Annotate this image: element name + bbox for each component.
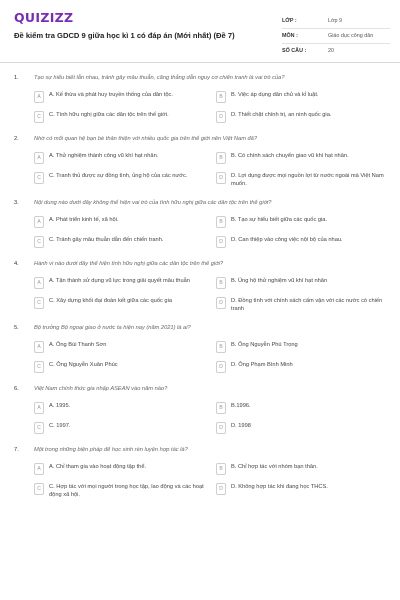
meta-value: Lớp 9 <box>328 18 343 24</box>
answer-option-c[interactable] <box>34 421 208 435</box>
option-letter-badge: D <box>216 422 226 434</box>
option-letter-badge: D <box>216 361 226 373</box>
option-letter-badge: B <box>216 463 226 475</box>
answer-option-a[interactable] <box>34 276 208 290</box>
question-text: Nhờ có mối quan hệ bạn bè thân thiện với nhiều quốc gia trên thế giới nên Việt Nam đã? <box>34 136 258 142</box>
document-title: Đề kiểm tra GDCD 9 giữa học kì 1 có đáp án (Mới nhất) (Đề 7) <box>14 31 235 40</box>
question-number: 4. <box>14 261 19 268</box>
question-list <box>0 74 400 511</box>
answer-option-b[interactable] <box>216 401 390 415</box>
question-text: Một trong những biện pháp để học sinh rèn luyện hợp tác là? <box>34 447 188 454</box>
question-6 <box>0 385 400 435</box>
option-letter-badge: A <box>34 463 44 475</box>
answer-option-d[interactable] <box>216 110 390 124</box>
answer-option-c[interactable] <box>34 360 208 374</box>
option-letter-badge: A <box>34 91 44 103</box>
option-text: D. Ông Phạm Bình Minh <box>231 362 293 369</box>
option-letter-badge: D <box>216 297 226 309</box>
option-text: D. Không hợp tác khi đang học THCS. <box>231 484 328 491</box>
quizizz-logo: QUIZIZZ <box>14 10 74 25</box>
answer-option-b[interactable] <box>216 462 390 476</box>
meta-row-count <box>282 44 390 58</box>
option-text: C. Tình hữu nghị giữa các dân tộc trên thế giới. <box>49 112 169 118</box>
answer-option-b[interactable] <box>216 90 390 104</box>
answer-options <box>34 215 400 249</box>
option-text: D. Lợi dụng được mọi nguồn lợi từ nước ngoài mà Việt Nam muốn. <box>231 173 384 187</box>
option-letter-badge: A <box>34 216 44 228</box>
question-number: 5. <box>14 325 19 332</box>
option-text: A. 1995. <box>49 403 71 410</box>
option-letter-badge: A <box>34 152 44 164</box>
answer-option-a[interactable] <box>34 340 208 354</box>
question-1 <box>0 74 400 124</box>
answer-options <box>34 340 400 374</box>
option-text: A. Kế thừa và phát huy truyền thống của dân tộc. <box>49 92 173 98</box>
question-number: 7. <box>14 447 19 454</box>
question-header <box>14 446 400 458</box>
answer-option-c[interactable] <box>34 482 208 499</box>
option-letter-badge: D <box>216 172 226 184</box>
answer-option-a[interactable] <box>34 401 208 415</box>
question-3 <box>0 199 400 249</box>
meta-key: SỐ CÂU : <box>282 48 307 54</box>
answer-option-b[interactable] <box>216 151 390 165</box>
option-letter-badge: C <box>34 236 44 248</box>
question-number: 1. <box>14 75 19 81</box>
option-letter-badge: C <box>34 297 44 309</box>
question-text: Việt Nam chính thức gia nhập ASEAN vào năm nào? <box>34 386 168 393</box>
answer-options <box>34 401 400 435</box>
meta-value: Giáo dục công dân <box>328 33 374 39</box>
option-text: B. Ông Nguyễn Phú Trọng <box>231 342 298 349</box>
answer-options <box>34 276 400 313</box>
meta-key: LỚP : <box>282 18 297 24</box>
option-letter-badge: D <box>216 111 226 123</box>
question-text: Bộ trưởng Bộ ngoại giao ở nước ta hiện nay (năm 2021) là ai? <box>34 325 191 332</box>
option-letter-badge: C <box>34 483 44 495</box>
option-letter-badge: A <box>34 341 44 353</box>
question-4 <box>0 260 400 313</box>
option-text: D. Can thiệp vào công việc nội bộ của nhau. <box>231 237 343 244</box>
answer-option-b[interactable] <box>216 276 390 290</box>
answer-option-a[interactable] <box>34 215 208 229</box>
meta-row-subject <box>282 29 390 44</box>
option-text: B. Việc áp dụng dân chủ và kỉ luật. <box>231 92 319 98</box>
option-letter-badge: C <box>34 422 44 434</box>
option-text: A. Tận thành sử dụng vũ lực trong giải quyết mâu thuẫn <box>49 278 190 285</box>
question-text: Tạo sự hiểu biết lẫn nhau, tránh gây mâu thuẫn, căng thẳng dẫn nguy cơ chiến tranh là vai trò của? <box>34 75 285 81</box>
question-header <box>14 260 400 272</box>
option-text: C. 1997. <box>49 423 71 430</box>
option-letter-badge: A <box>34 402 44 414</box>
option-letter-badge: D <box>216 236 226 248</box>
answer-option-c[interactable] <box>34 110 208 124</box>
option-text: B. Có chính sách chuyển giao vũ khí hạt nhân. <box>231 153 349 159</box>
meta-row-class <box>282 14 390 29</box>
option-text: A. Phát triển kinh tế, xã hội. <box>49 217 119 224</box>
answer-option-c[interactable] <box>34 296 208 313</box>
question-number: 6. <box>14 386 19 393</box>
answer-option-b[interactable] <box>216 340 390 354</box>
answer-options <box>34 90 400 124</box>
answer-option-d[interactable] <box>216 421 390 435</box>
question-header <box>14 324 400 336</box>
question-7 <box>0 446 400 499</box>
option-text: A. Ông Bùi Thanh Sơn <box>49 342 107 349</box>
option-text: B.1996. <box>231 403 251 410</box>
option-letter-badge: C <box>34 111 44 123</box>
question-number: 3. <box>14 200 19 207</box>
option-letter-badge: B <box>216 277 226 289</box>
option-text: A. Chỉ tham gia vào hoạt động tập thể. <box>49 464 147 471</box>
answer-option-d[interactable] <box>216 360 390 374</box>
option-text: B. Chỉ hợp tác với nhóm bạn thân. <box>231 464 318 471</box>
answer-option-c[interactable] <box>34 235 208 249</box>
option-letter-badge: B <box>216 91 226 103</box>
answer-option-d[interactable] <box>216 482 390 499</box>
question-header <box>14 385 400 397</box>
option-letter-badge: B <box>216 152 226 164</box>
option-letter-badge: D <box>216 483 226 495</box>
option-letter-badge: B <box>216 341 226 353</box>
question-header <box>14 74 400 86</box>
option-text: C. Ông Nguyễn Xuân Phúc <box>49 362 118 369</box>
answer-option-b[interactable] <box>216 215 390 229</box>
option-text: B. Ủng hộ thử nghiệm vũ khí hạt nhân <box>231 278 328 285</box>
option-text: C. Xây dựng khối đại đoàn kết giữa các quốc gia <box>49 298 173 305</box>
question-text: Hành vi nào dưới đây thể hiện tình hữu nghị giữa các dân tộc trên thế giới? <box>34 261 224 268</box>
option-text: A. Thử nghiệm thành công vũ khí hạt nhân. <box>49 153 159 159</box>
question-header <box>14 199 400 211</box>
meta-key: MÔN : <box>282 33 298 39</box>
document-meta <box>282 14 390 58</box>
option-text: D. Đồng tình với chính sách cấm vận với các nước có chiến tranh <box>231 298 383 312</box>
answer-option-a[interactable] <box>34 90 208 104</box>
answer-option-d[interactable] <box>216 296 390 313</box>
question-text: Nội dung nào dưới đây không thể hiện vai trò của tình hữu nghị giữa các dân tộc trên thế giới? <box>34 200 272 207</box>
answer-option-d[interactable] <box>216 171 390 188</box>
answer-option-a[interactable] <box>34 151 208 165</box>
answer-option-c[interactable] <box>34 171 208 188</box>
meta-value: 20 <box>328 48 334 54</box>
option-text: D. Thiết chặt chính trị, an ninh quốc gia. <box>231 112 332 118</box>
answer-options <box>34 462 400 499</box>
answer-options <box>34 151 400 188</box>
answer-option-a[interactable] <box>34 462 208 476</box>
option-text: D. 1998 <box>231 423 251 430</box>
question-header <box>14 135 400 147</box>
question-number: 2. <box>14 136 19 142</box>
option-text: C. Tranh thủ được sự đồng tình, ủng hộ của các nước. <box>49 173 188 179</box>
option-letter-badge: A <box>34 277 44 289</box>
option-letter-badge: B <box>216 216 226 228</box>
answer-option-d[interactable] <box>216 235 390 249</box>
option-text: B. Tạo sự hiểu biết giữa các quốc gia. <box>231 217 328 224</box>
option-text: C. Tránh gây mâu thuẫn dẫn đến chiến tranh. <box>49 237 164 244</box>
question-2 <box>0 135 400 188</box>
option-text: C. Hợp tác với mọi người trong học tập, lao động và các hoạt động xã hội. <box>49 484 204 498</box>
option-letter-badge: C <box>34 172 44 184</box>
document-header <box>0 0 400 63</box>
option-letter-badge: C <box>34 361 44 373</box>
option-letter-badge: B <box>216 402 226 414</box>
question-5 <box>0 324 400 374</box>
